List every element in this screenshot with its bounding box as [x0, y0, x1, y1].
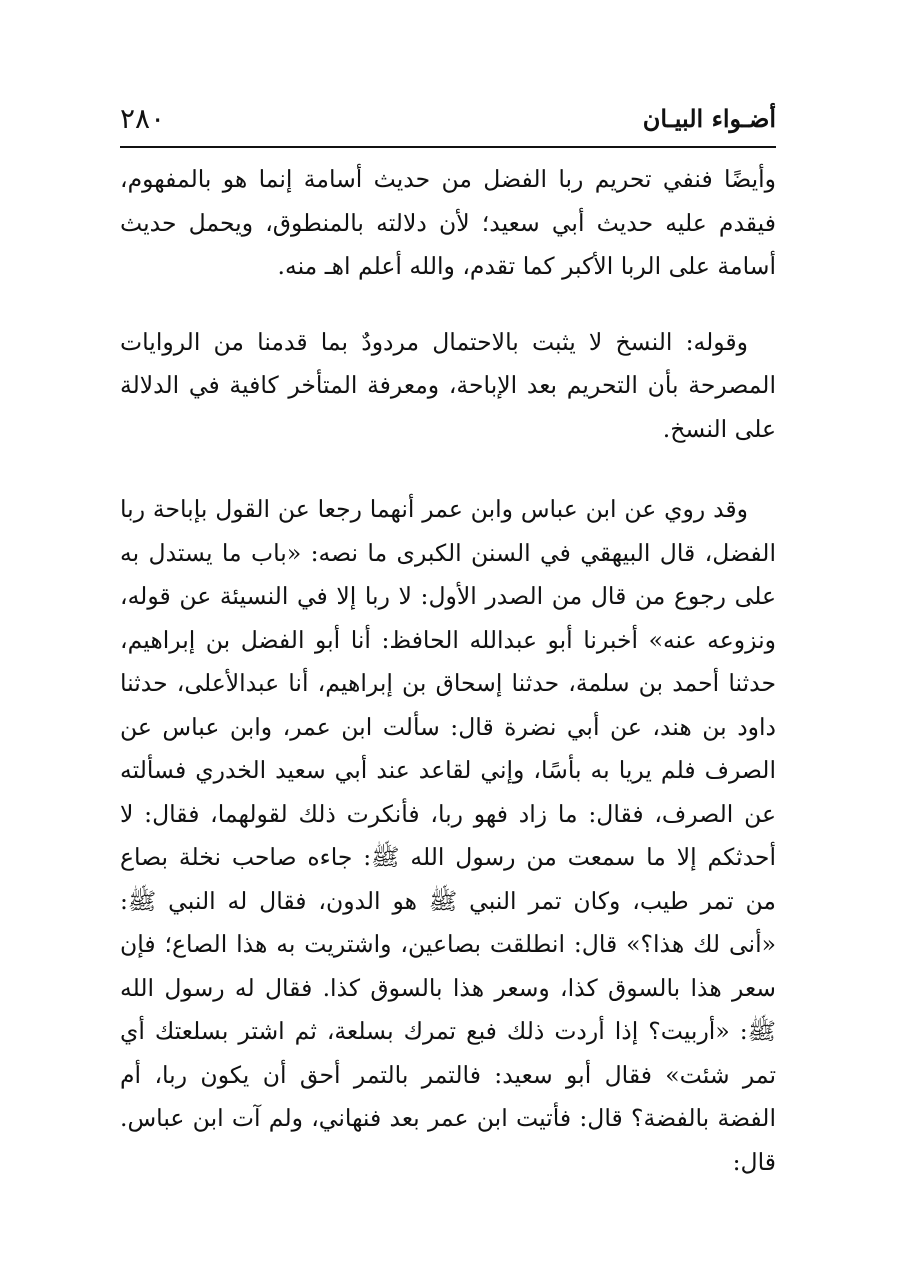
- paragraph: وقوله: النسخ لا يثبت بالاحتمال مردودٌ بما قدمنا من الروايات المصرحة بأن التحريم بعد الإباحة، ومعرفة المتأخر كافية في الدلالة على النسخ.: [120, 327, 776, 443]
- paragraph: وأيضًا فنفي تحريم ربا الفضل من حديث أسامة إنما هو بالمفهوم، فيقدم عليه حديث أبي سعيد؛ لأن دلالته بالمنطوق، ويحمل حديث أسامة على الربا الأكبر كما تقدم، والله أعلم اهـ منه.: [120, 165, 776, 280]
- book-page: [120, 96, 776, 1184]
- page-number: ٢٨٠: [120, 102, 166, 135]
- running-title: أضـواء البيـان: [642, 104, 776, 133]
- page-header: [120, 96, 776, 148]
- paragraph: وقد روي عن ابن عباس وابن عمر أنهما رجعا عن القول بإباحة ربا الفضل، قال البيهقي في السنن الكبرى ما نصه: «باب ما يستدل به على رجوع من قال من الصدر الأول: لا ربا إلا في النسيئة عن قوله، ونزوعه عنه» أخبرنا أبو عبدالله الحافظ: أنا أبو الفضل بن إبراهيم، حدثنا أحمد بن سلمة، حدثنا إسحاق بن إبراهيم، أنا عبدالأعلى، حدثنا داود بن هند، عن أبي نضرة قال: سألت ابن عمر، وابن عباس عن الصرف فلم يريا به بأسًا، وإني لقاعد عند أبي سعيد الخدري فسألته عن الصرف، فقال: ما زاد فهو ربا، فأنكرت ذلك لقولهما، فقال: لا أحدثكم إلا ما سمعت من رسول الله ﷺ: جاءه صاحب نخلة بصاع من تمر طيب، وكان تمر النبي ﷺ هو الدون، فقال له النبي ﷺ: «أنى لك هذا؟» قال: انطلقت بصاعين، واشتريت به هذا الصاع؛ فإن سعر هذا بالسوق كذا، وسعر هذا بالسوق كذا. فقال له رسول الله ﷺ: «أربيت؟ إذا أردت ذلك فبع تمرك بسلعة، ثم اشتر بسلعتك أي تمر شئت» فقال أبو سعيد: فالتمر بالتمر أحق أن يكون ربا، أم الفضة بالفضة؟ قال: فأتيت ابن عمر بعد فنهاني، ولم آت ابن عباس. قال:: [120, 495, 776, 1176]
- page-body: [120, 158, 776, 1184]
